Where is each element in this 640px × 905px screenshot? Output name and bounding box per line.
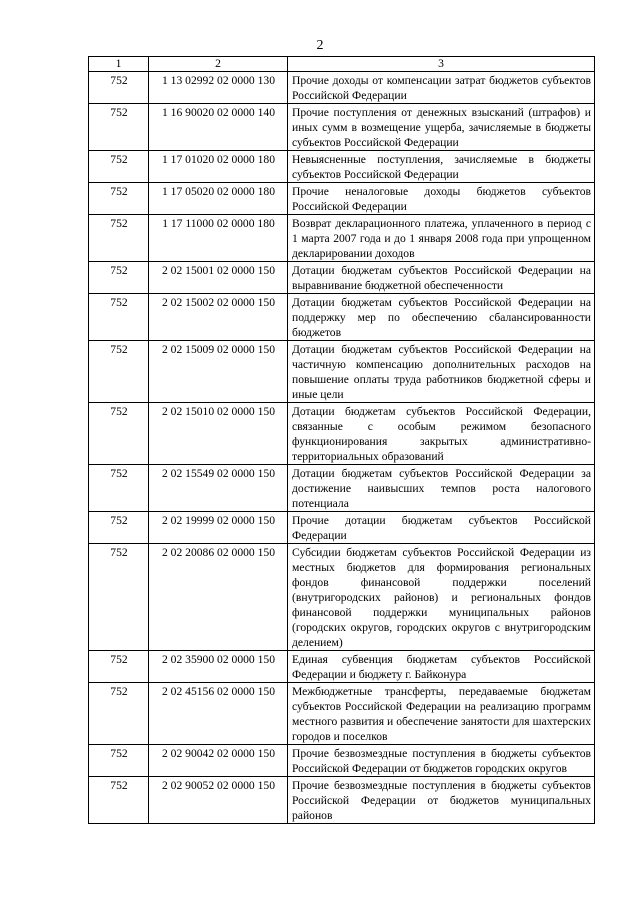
- admin-code-cell: 752: [89, 403, 149, 465]
- revenue-name-cell: Субсидии бюджетам субъектов Российской Федерации из местных бюджетов для формирования региональных фондов финансовой поддержки поселений (внутригородских районов) и региональных фондов финансовой поддержки муниципальных районов (городских округов, городских округов с внутригородским делением): [288, 544, 595, 651]
- table-row: [89, 104, 595, 151]
- table-row: [89, 151, 595, 183]
- revenue-code-cell: 1 17 11000 02 0000 180: [149, 215, 288, 262]
- admin-code-cell: 752: [89, 465, 149, 512]
- revenue-code-cell: 2 02 35900 02 0000 150: [149, 651, 288, 683]
- revenue-name-cell: Прочие доходы от компенсации затрат бюджетов субъектов Российской Федерации: [288, 72, 595, 104]
- revenue-code-cell: 2 02 15009 02 0000 150: [149, 341, 288, 403]
- table-row: [89, 341, 595, 403]
- table-row: [89, 683, 595, 745]
- admin-code-cell: 752: [89, 651, 149, 683]
- revenue-name-cell: Дотации бюджетам субъектов Российской Федерации на частичную компенсацию дополнительных расходов на повышение оплаты труда работников бюджетной сферы и иные цели: [288, 341, 595, 403]
- revenue-code-cell: 2 02 19999 02 0000 150: [149, 512, 288, 544]
- table-row: [89, 465, 595, 512]
- table-row: [89, 777, 595, 824]
- revenue-name-cell: Прочие безвозмездные поступления в бюджеты субъектов Российской Федерации от бюджетов городских округов: [288, 745, 595, 777]
- table-row: [89, 403, 595, 465]
- column-header-1: 1: [89, 57, 149, 72]
- table-row: [89, 745, 595, 777]
- revenue-name-cell: Прочие неналоговые доходы бюджетов субъектов Российской Федерации: [288, 183, 595, 215]
- admin-code-cell: 752: [89, 683, 149, 745]
- table-row: [89, 215, 595, 262]
- revenue-code-cell: 1 16 90020 02 0000 140: [149, 104, 288, 151]
- table-body: [89, 72, 595, 824]
- revenue-code-cell: 1 17 01020 02 0000 180: [149, 151, 288, 183]
- admin-code-cell: 752: [89, 341, 149, 403]
- table-row: [89, 262, 595, 294]
- admin-code-cell: 752: [89, 512, 149, 544]
- revenue-code-cell: 2 02 15001 02 0000 150: [149, 262, 288, 294]
- revenue-code-cell: 1 13 02992 02 0000 130: [149, 72, 288, 104]
- page-number: 2: [316, 38, 324, 53]
- revenue-name-cell: Возврат декларационного платежа, уплаченного в период с 1 марта 2007 года и до 1 января 2008 года при упрощенном декларировании доходов: [288, 215, 595, 262]
- revenue-name-cell: Дотации бюджетам субъектов Российской Федерации, связанные с особым режимом безопасного функционирования закрытых административно-территориальных образований: [288, 403, 595, 465]
- admin-code-cell: 752: [89, 183, 149, 215]
- revenue-name-cell: Дотации бюджетам субъектов Российской Федерации на выравнивание бюджетной обеспеченности: [288, 262, 595, 294]
- column-header-3: 3: [288, 57, 595, 72]
- budget-revenue-table: [88, 56, 595, 824]
- table-row: [89, 512, 595, 544]
- table-row: [89, 183, 595, 215]
- column-header-2: 2: [149, 57, 288, 72]
- revenue-name-cell: Прочие поступления от денежных взысканий (штрафов) и иных сумм в возмещение ущерба, зачисляемые в бюджеты субъектов Российской Федерации: [288, 104, 595, 151]
- revenue-code-cell: 2 02 15002 02 0000 150: [149, 294, 288, 341]
- revenue-name-cell: Межбюджетные трансферты, передаваемые бюджетам субъектов Российской Федерации на реализацию программ местного развития и обеспечение занятости для шахтерских городов и поселков: [288, 683, 595, 745]
- revenue-code-cell: 2 02 45156 02 0000 150: [149, 683, 288, 745]
- revenue-code-cell: 2 02 15549 02 0000 150: [149, 465, 288, 512]
- revenue-name-cell: Невыясненные поступления, зачисляемые в бюджеты субъектов Российской Федерации: [288, 151, 595, 183]
- admin-code-cell: 752: [89, 72, 149, 104]
- admin-code-cell: 752: [89, 215, 149, 262]
- table-row: [89, 294, 595, 341]
- table-row: [89, 544, 595, 651]
- revenue-code-cell: 1 17 05020 02 0000 180: [149, 183, 288, 215]
- admin-code-cell: 752: [89, 262, 149, 294]
- table-row: [89, 72, 595, 104]
- revenue-name-cell: Прочие безвозмездные поступления в бюджеты субъектов Российской Федерации от бюджетов муниципальных районов: [288, 777, 595, 824]
- admin-code-cell: 752: [89, 294, 149, 341]
- revenue-code-cell: 2 02 20086 02 0000 150: [149, 544, 288, 651]
- revenue-code-cell: 2 02 15010 02 0000 150: [149, 403, 288, 465]
- table-header-row: [89, 57, 595, 72]
- table-row: [89, 651, 595, 683]
- revenue-name-cell: Единая субвенция бюджетам субъектов Российской Федерации и бюджету г. Байконура: [288, 651, 595, 683]
- admin-code-cell: 752: [89, 745, 149, 777]
- admin-code-cell: 752: [89, 777, 149, 824]
- revenue-name-cell: Дотации бюджетам субъектов Российской Федерации за достижение наивысших темпов роста налогового потенциала: [288, 465, 595, 512]
- revenue-code-cell: 2 02 90052 02 0000 150: [149, 777, 288, 824]
- admin-code-cell: 752: [89, 544, 149, 651]
- admin-code-cell: 752: [89, 104, 149, 151]
- revenue-name-cell: Дотации бюджетам субъектов Российской Федерации на поддержку мер по обеспечению сбалансированности бюджетов: [288, 294, 595, 341]
- revenue-code-cell: 2 02 90042 02 0000 150: [149, 745, 288, 777]
- admin-code-cell: 752: [89, 151, 149, 183]
- revenue-name-cell: Прочие дотации бюджетам субъектов Российской Федерации: [288, 512, 595, 544]
